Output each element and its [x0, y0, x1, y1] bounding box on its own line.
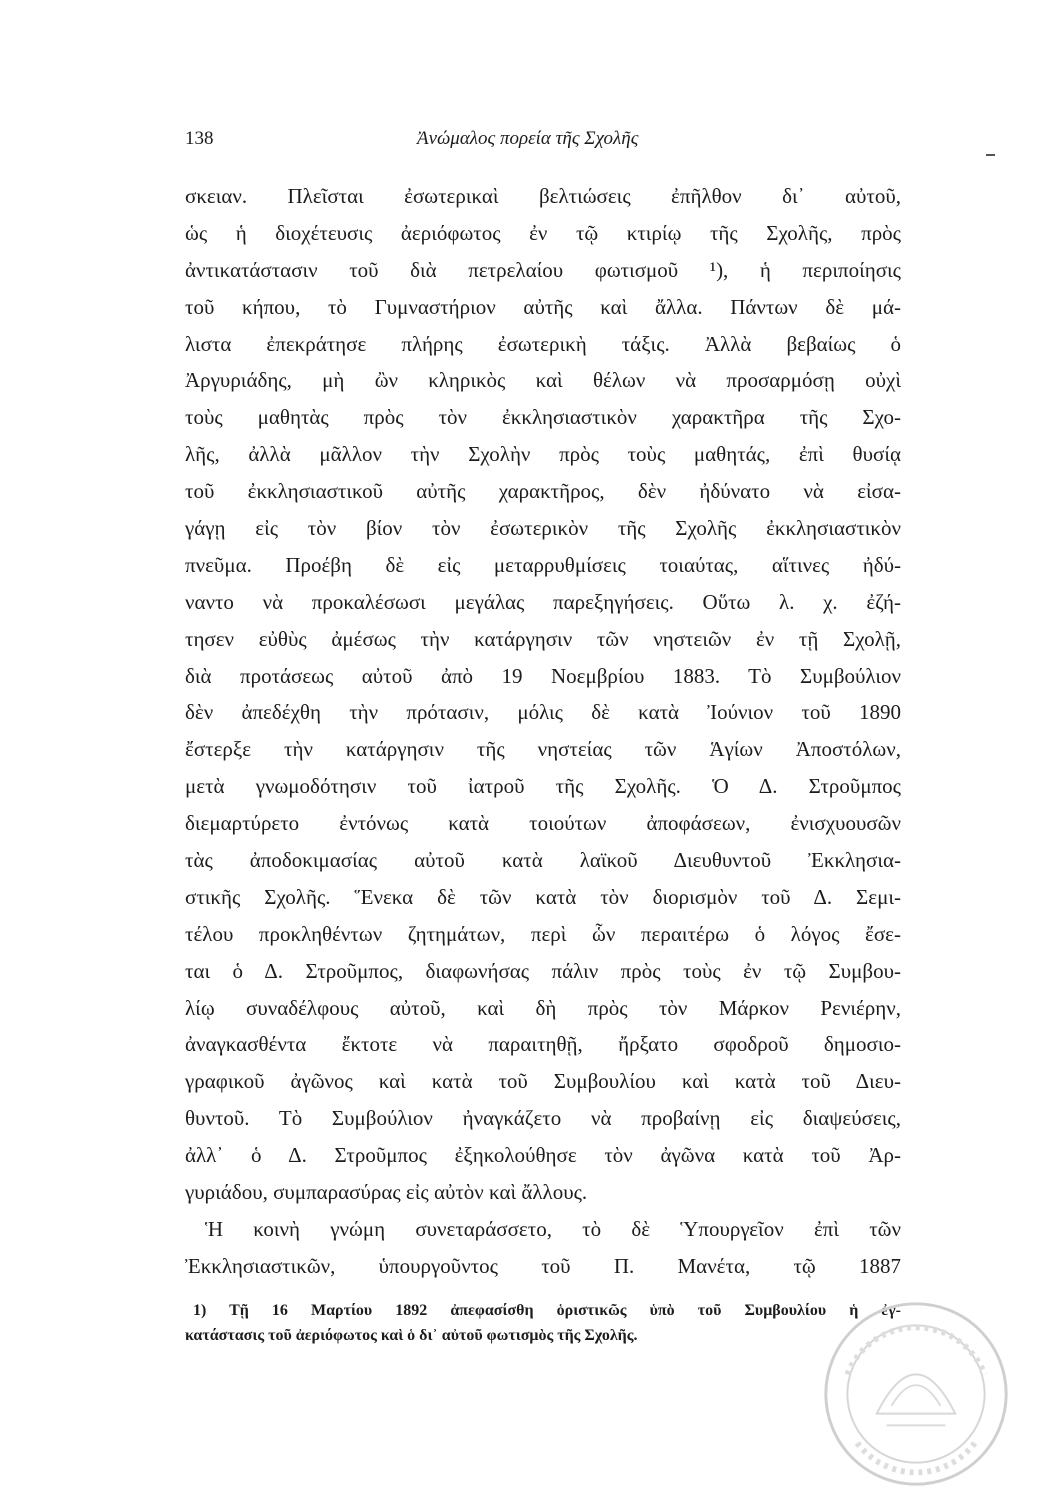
text-line: τὰς ἀποδοκιμασίας αὐτοῦ κατὰ λαϊκοῦ Διευθυντοῦ Ἐκκλησια-	[185, 848, 901, 873]
running-head: Ἀνώμαλος πορεία τῆς Σχολῆς	[417, 128, 639, 149]
text-line: Ἡ κοινὴ γνώμη συνεταράσσετο, τὸ δὲ Ὑπουργεῖον ἐπὶ τῶν	[205, 1216, 901, 1241]
text-line: πνεῦμα. Προέβη δὲ εἰς μεταρρυθμίσεις τοιαύτας, αἵτινες ἠδύ-	[185, 552, 901, 577]
page-number: 138	[185, 128, 214, 149]
page-header	[185, 128, 825, 158]
text-line: διεμαρτύρετο ἐντόνως κατὰ τοιούτων ἀποφάσεων, ἐνισχυουσῶν	[185, 811, 901, 836]
text-line: ται ὁ Δ. Στροῦμπος, διαφωνήσας πάλιν πρὸς τοὺς ἐν τῷ Συμβου-	[185, 958, 901, 983]
text-line: θυντοῦ. Τὸ Συμβούλιον ἠναγκάζετο νὰ προβαίνῃ εἰς διαψεύσεις,	[185, 1106, 901, 1131]
footnote-line: κατάστασις τοῦ ἀεριόφωτος καὶ ὁ δι᾿ αὐτοῦ φωτισμὸς τῆς Σχολῆς.	[185, 1327, 638, 1344]
text-line: τέλου προκληθέντων ζητημάτων, περὶ ὧν περαιτέρω ὁ λόγος ἔσε-	[185, 921, 901, 946]
text-line: τοῦ κήπου, τὸ Γυμναστήριον αὐτῆς καὶ ἄλλα. Πάντων δὲ μά-	[185, 294, 901, 319]
text-line: διὰ προτάσεως αὐτοῦ ἀπὸ 19 Νοεμβρίου 1883. Τὸ Συμβούλιον	[185, 663, 901, 688]
text-line: στικῆς Σχολῆς. Ἕνεκα δὲ τῶν κατὰ τὸν διορισμὸν τοῦ Δ. Σεμι-	[185, 884, 901, 909]
footnote	[185, 1298, 901, 1348]
text-line: γυριάδου, συμπαρασύρας εἰς αὐτὸν καὶ ἄλλους.	[185, 1180, 588, 1205]
text-line: γάγῃ εἰς τὸν βίον τὸν ἐσωτερικὸν τῆς Σχολῆς ἐκκλησιαστικὸν	[185, 516, 901, 541]
text-line: λῆς, ἀλλὰ μᾶλλον τὴν Σχολὴν πρὸς τοὺς μαθητάς, ἐπὶ θυσίᾳ	[185, 442, 901, 467]
footnote-line: 1) Τῇ 16 Μαρτίου 1892 ἀπεφασίσθη ὁριστικῶς ὑπὸ τοῦ Συμβουλίου ἡ ἐγ-	[193, 1302, 901, 1319]
text-line: ἔστερξε τὴν κατάργησιν τῆς νηστείας τῶν Ἁγίων Ἀποστόλων,	[185, 737, 901, 762]
text-line: σκειαν. Πλεῖσται ἐσωτερικαὶ βελτιώσεις ἐπῆλθον δι᾿ αὐτοῦ,	[185, 184, 901, 208]
text-line: ἀναγκασθέντα ἔκτοτε νὰ παραιτηθῇ, ἤρξατο σφοδροῦ δημοσιο-	[185, 1032, 901, 1057]
text-line: μετὰ γνωμοδότησιν τοῦ ἰατροῦ τῆς Σχολῆς. Ὁ Δ. Στροῦμπος	[185, 774, 901, 799]
text-line: ναντο νὰ προκαλέσωσι μεγάλας παρεξηγήσεις. Οὕτω λ. χ. ἐζή-	[185, 589, 901, 614]
text-line: ἀλλ᾿ ὁ Δ. Στροῦμπος ἐξηκολούθησε τὸν ἀγῶνα κατὰ τοῦ Ἀρ-	[185, 1143, 901, 1168]
body-text	[185, 178, 901, 1285]
margin-mark	[986, 154, 995, 156]
text-line: Ἐκκλησιαστικῶν, ὑπουργοῦντος τοῦ Π. Μανέτα, τῷ 1887	[185, 1253, 901, 1278]
text-line: ἀντικατάστασιν τοῦ διὰ πετρελαίου φωτισμοῦ ¹), ἡ περιποίησις	[185, 257, 901, 282]
text-line: λίῳ συναδέλφους αὐτοῦ, καὶ δὴ πρὸς τὸν Μάρκον Ρενιέρην,	[185, 995, 901, 1020]
text-line: τησεν εὐθὺς ἀμέσως τὴν κατάργησιν τῶν νηστειῶν ἐν τῇ Σχολῇ,	[185, 626, 901, 651]
text-line: λιστα ἐπεκράτησε πλήρης ἐσωτερικὴ τάξις. Ἀλλὰ βεβαίως ὁ	[185, 331, 901, 356]
text-line: τοὺς μαθητὰς πρὸς τὸν ἐκκλησιαστικὸν χαρακτῆρα τῆς Σχο-	[185, 405, 901, 430]
text-line: ὡς ἡ διοχέτευσις ἀεριόφωτος ἐν τῷ κτιρίῳ τῆς Σχολῆς, πρὸς	[185, 220, 901, 245]
text-line: δὲν ἀπεδέχθη τὴν πρότασιν, μόλις δὲ κατὰ Ἰούνιον τοῦ 1890	[185, 700, 901, 725]
text-line: γραφικοῦ ἀγῶνος καὶ κατὰ τοῦ Συμβουλίου καὶ κατὰ τοῦ Διευ-	[185, 1069, 901, 1094]
text-line: Ἀργυριάδης, μὴ ὢν κληρικὸς καὶ θέλων νὰ προσαρμόσῃ οὐχὶ	[185, 368, 901, 393]
library-stamp-icon	[818, 1296, 1014, 1492]
text-line: τοῦ ἐκκλησιαστικοῦ αὐτῆς χαρακτῆρος, δὲν ἠδύνατο νὰ εἰσα-	[185, 479, 901, 504]
